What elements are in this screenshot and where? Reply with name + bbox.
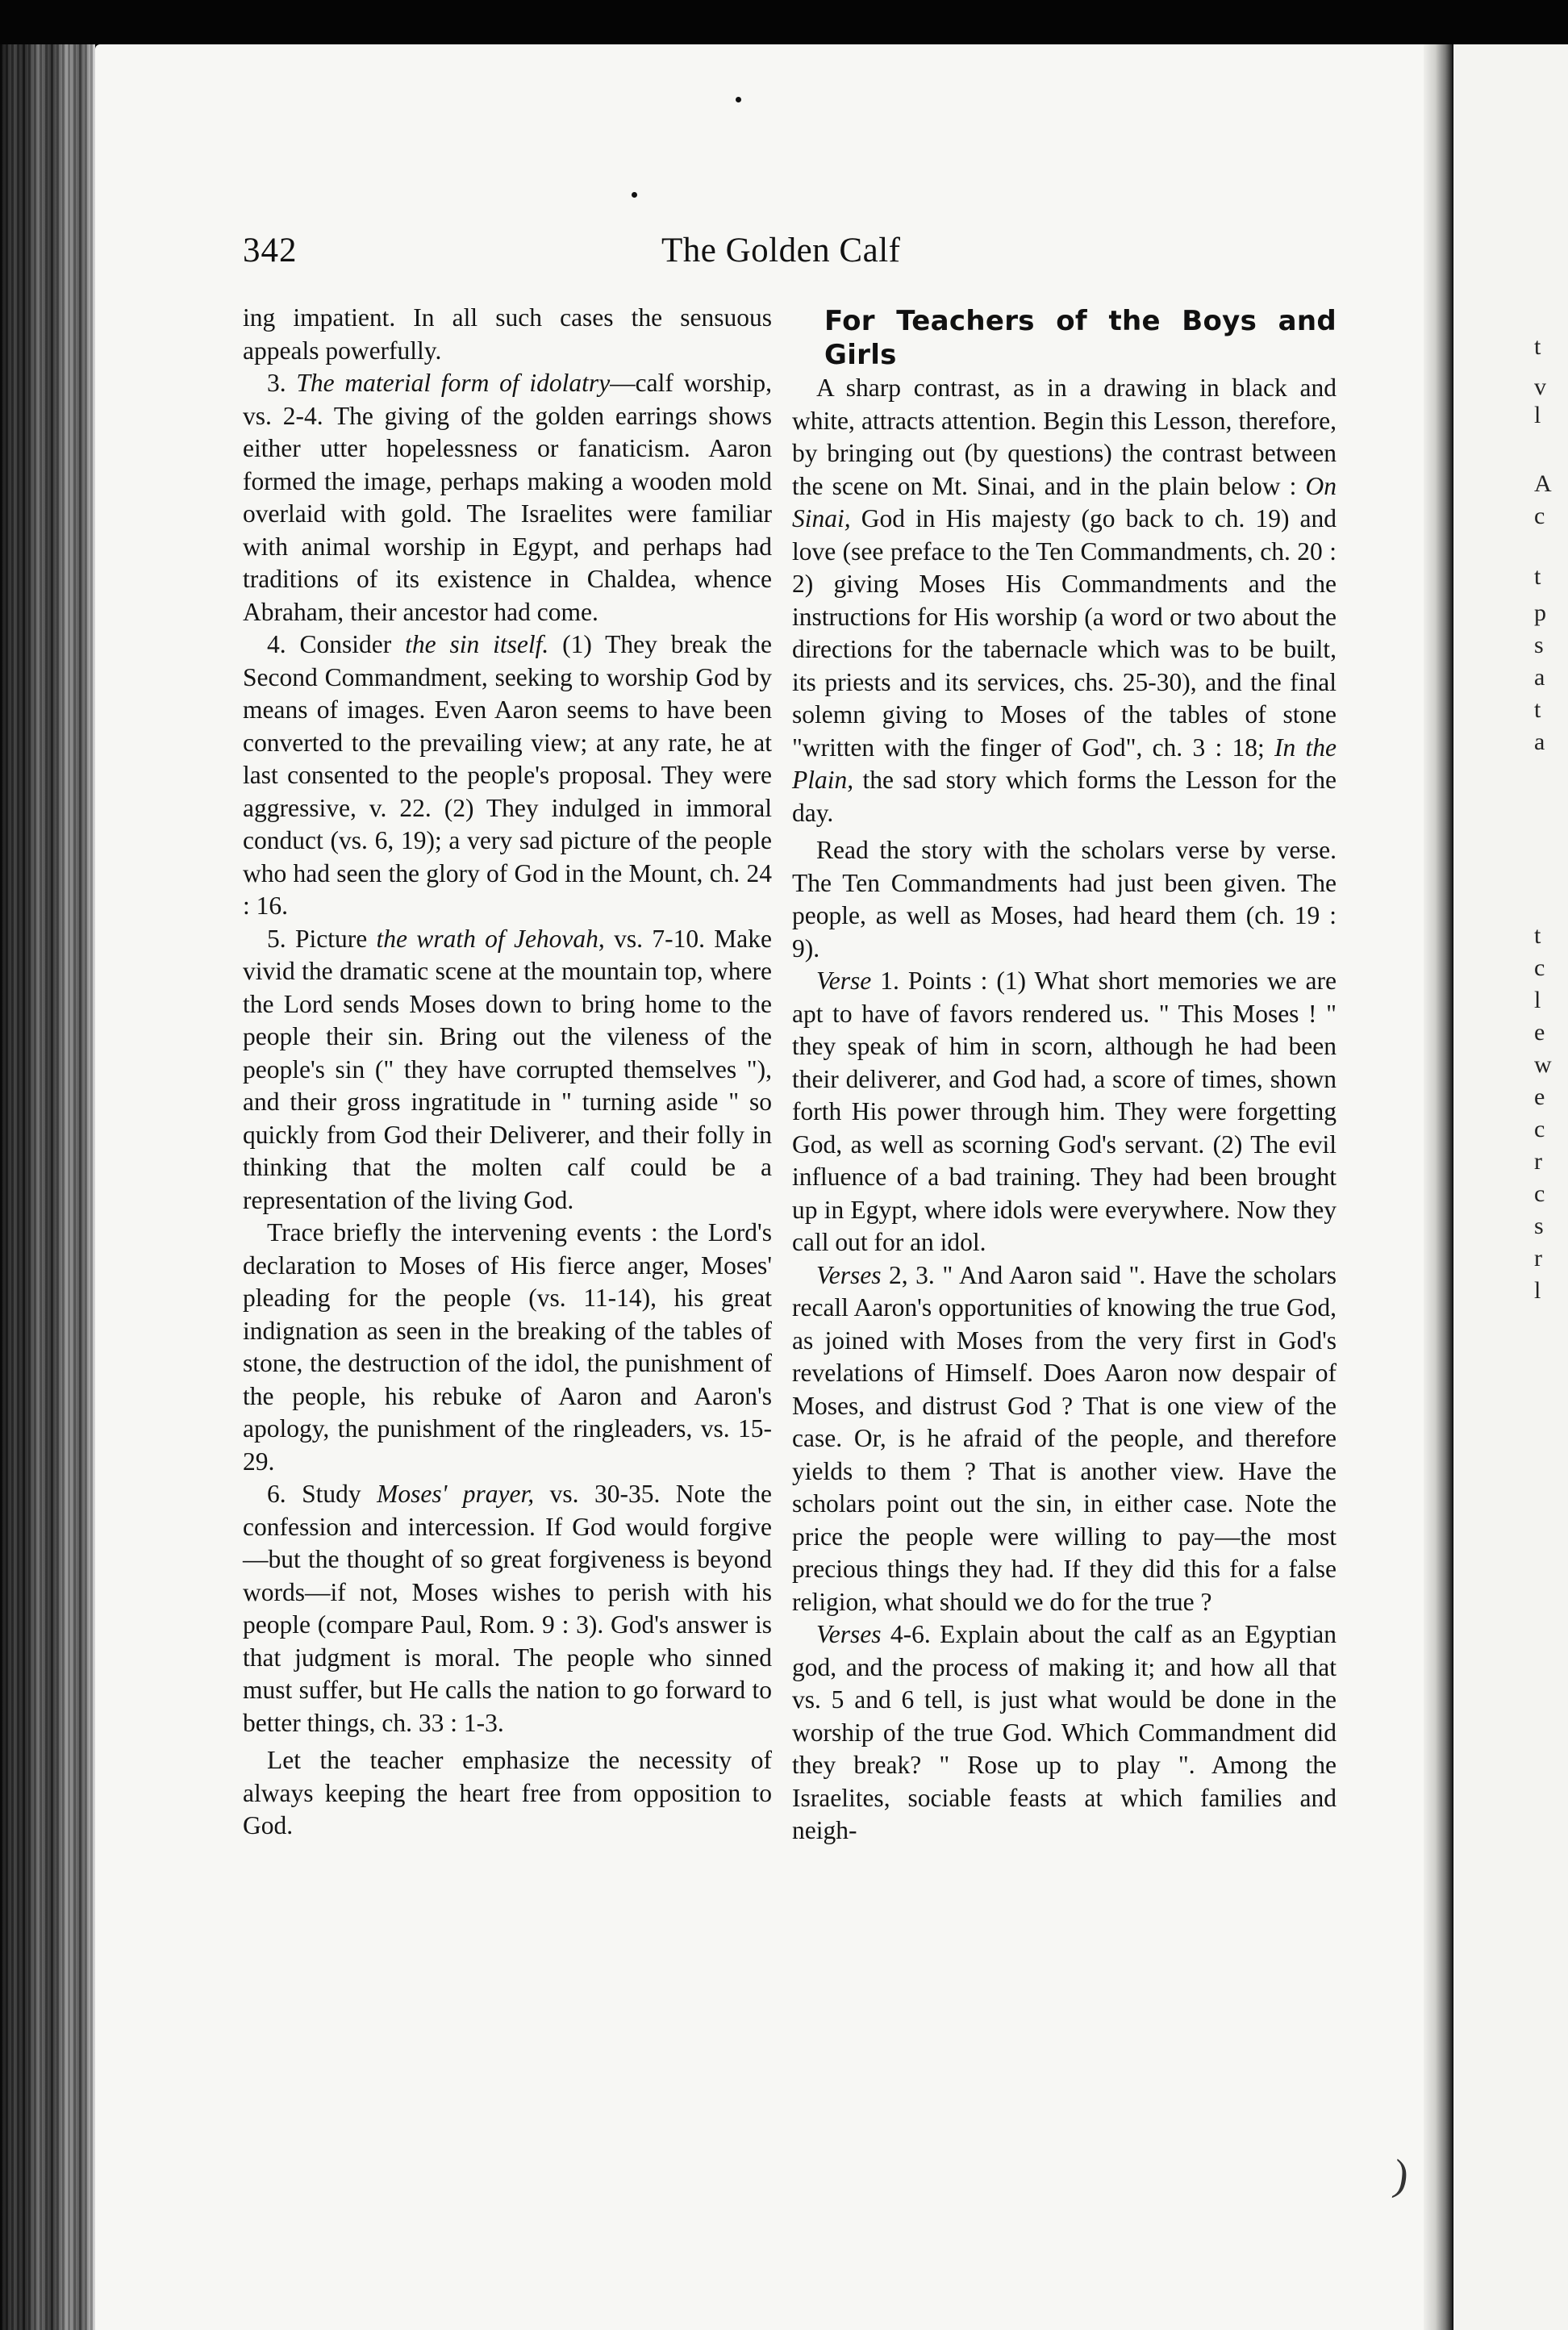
paragraph: 4. Consider the sin itself. (1) They break the Second Commandment, seeking to worship God by means of images. Even Aaron seems to have been converted to the prevailing view; at any rate, he at last consented to the people's proposal. They were aggressive, v. 22. (2) They indulged in immoral conduct (vs. 6, 19); a very sad picture of the people who had seen the glory of God in the Mount, ch. 24 : 16. [243, 630, 772, 920]
adjacent-page-letter: t [1534, 696, 1541, 723]
adjacent-page-letter: c [1534, 503, 1545, 529]
paragraph: ing impatient. In all such cases the sensuous appeals powerfully. [243, 303, 772, 365]
paragraph: Verses 2, 3. " And Aaron said ". Have the scholars recall Aaron's opportunities of knowing the true God, as joined with Moses from the very first in God's revelations of Himself. Does Aaron now despair of Moses, and distrust God ? That is one view of the case. Or, is he afraid of the people, and therefore yields to them ? That is another view. Have the scholars point out the sin, in either case. Note the price the people were willing to pay—the most precious things they had. If they did this for a false religion, what should we do for the true ? [792, 1260, 1337, 1616]
emphasis: Verses [816, 1620, 882, 1648]
adjacent-page-letter: s [1534, 632, 1544, 658]
adjacent-page-letter: t [1534, 563, 1541, 590]
left-column [243, 302, 772, 1843]
adjacent-page-letter: c [1534, 1180, 1545, 1207]
section-heading: For Teachers of the Boys and Girls [824, 305, 1337, 371]
paragraph: 5. Picture the wrath of Jehovah, vs. 7-10. Make vivid the dramatic scene at the mountain top, where the Lord sends Moses down to bring home to the people their sin. Bring out the vileness of the people's sin (" they have corrupted themselves "), and their gross ingratitude in " turning aside " so quickly from God their Deliverer, and their folly in thinking that the molten calf could be a representation of the living God. [243, 924, 772, 1214]
paragraph: A sharp contrast, as in a drawing in black and white, attracts attention. Begin this Lesson, therefore, by bringing out (by questions) the contrast between the scene on Mt. Sinai, and in the plain below : On Sinai, God in His majesty (go back to ch. 19) and love (see preface to the Ten Commandments, ch. 20 : 2) giving Moses His Commandments and the instructions for His worship (a word or two about the directions for the tabernacle which was to be built, its priests and its services, chs. 25-30), and the final solemn giving to Moses of the tables of stone "written with the finger of God", ch. 3 : 18; In the Plain, the sad story which forms the Lesson for the day. [792, 374, 1337, 827]
paragraph: 6. Study Moses' prayer, vs. 30-35. Note the confession and intercession. If God would forgive—but the thought of so great forgiveness is beyond words—if not, Moses wishes to perish with his people (compare Paul, Rom. 9 : 3). God's answer is that judgment is moral. The people who sinned must suffer, but He calls the nation to go forward to better things, ch. 33 : 1-3. [243, 1480, 772, 1737]
topic-emphasis: the sin itself. [405, 630, 549, 658]
speck [736, 97, 741, 102]
adjacent-page-letter: v [1534, 374, 1546, 400]
adjacent-page-letter: c [1534, 954, 1545, 981]
adjacent-page-letter: A [1534, 470, 1552, 497]
adjacent-page-letter: r [1534, 1245, 1542, 1271]
adjacent-page-letter: r [1534, 1148, 1542, 1175]
book-binding [0, 44, 95, 2330]
adjacent-page-letter: s [1534, 1213, 1544, 1239]
adjacent-page-letter: l [1534, 987, 1541, 1013]
emphasis: Verse [816, 967, 872, 995]
page-gutter-shadow [1424, 44, 1453, 2330]
emphasis: On Sinai, [792, 471, 1337, 532]
emphasis: In the Plain, [792, 733, 1337, 794]
paragraph: Verses 4-6. Explain about the calf as an Egyptian god, and the process of making it; and how all that vs. 5 and 6 tell, is just what would be done in the worship of the true God. Which Commandment did they break? " Rose up to play ". Among the Israelites, sociable feasts at which families and neigh- [792, 1620, 1337, 1844]
adjacent-page-letter: w [1534, 1051, 1552, 1078]
adjacent-page-letter: l [1534, 402, 1541, 428]
adjacent-page-letter: e [1534, 1084, 1545, 1110]
adjacent-page-letter: c [1534, 1116, 1545, 1142]
adjacent-page-letter: e [1534, 1019, 1545, 1046]
paragraph: Trace briefly the intervening events : the Lord's declaration to Moses of His fierce anger, Moses' pleading for the people (vs. 11-14), his great indignation as seen in the breaking of the tables of stone, the destruction of the idol, the punishment of the people, his rebuke of Aaron and Aaron's apology, the punishment of the ringleaders, vs. 15-29. [243, 1218, 772, 1476]
speck [632, 192, 637, 198]
topic-emphasis: Moses' prayer, [377, 1480, 535, 1508]
adjacent-page-letter: t [1534, 333, 1541, 360]
paragraph: 3. The material form of idolatry—calf worship, vs. 2-4. The giving of the golden earrings shows either utter hopelessness or fanaticism. Aaron formed the image, perhaps making a wooden mold overlaid with gold. The Israelites were familiar with animal worship in Egypt, and perhaps had traditions of its existence in Chaldea, whence Abraham, their ancestor had come. [243, 369, 773, 626]
topic-emphasis: The material form of idolatry [296, 369, 611, 397]
running-head: The Golden Calf [661, 232, 901, 269]
adjacent-page-letter: p [1534, 599, 1546, 626]
adjacent-page-letter: t [1534, 922, 1541, 949]
right-column [792, 304, 1337, 1848]
adjacent-page [1453, 44, 1568, 2330]
adjacent-page-letter: a [1534, 729, 1545, 755]
page-number: 342 [243, 232, 298, 269]
adjacent-page-letter: a [1534, 664, 1545, 691]
paragraph: Verse 1. Points : (1) What short memories we are apt to have of favors rendered us. " This Moses ! " they speak of him in scorn, although he had been their deliverer, and God had, a score of times, shown forth His power through him. They were forgetting God, as well as scorning God's servant. (2) The evil influence of a bad training. They had been brought up in Egypt, where idols were everywhere. Now they call out for an idol. [792, 967, 1337, 1256]
adjacent-page-letter: l [1534, 1277, 1541, 1304]
emphasis: Verses [816, 1260, 882, 1289]
page-curl-mark: ) [1390, 2150, 1412, 2200]
paragraph: Let the teacher emphasize the necessity of always keeping the heart free from opposition to God. [243, 1746, 772, 1839]
paragraph: Read the story with the scholars verse by verse. The Ten Commandments had just been given. The people, as well as Moses, had heard them (ch. 19 : 9). [792, 836, 1337, 962]
topic-emphasis: the wrath of Jehovah, [376, 924, 605, 953]
